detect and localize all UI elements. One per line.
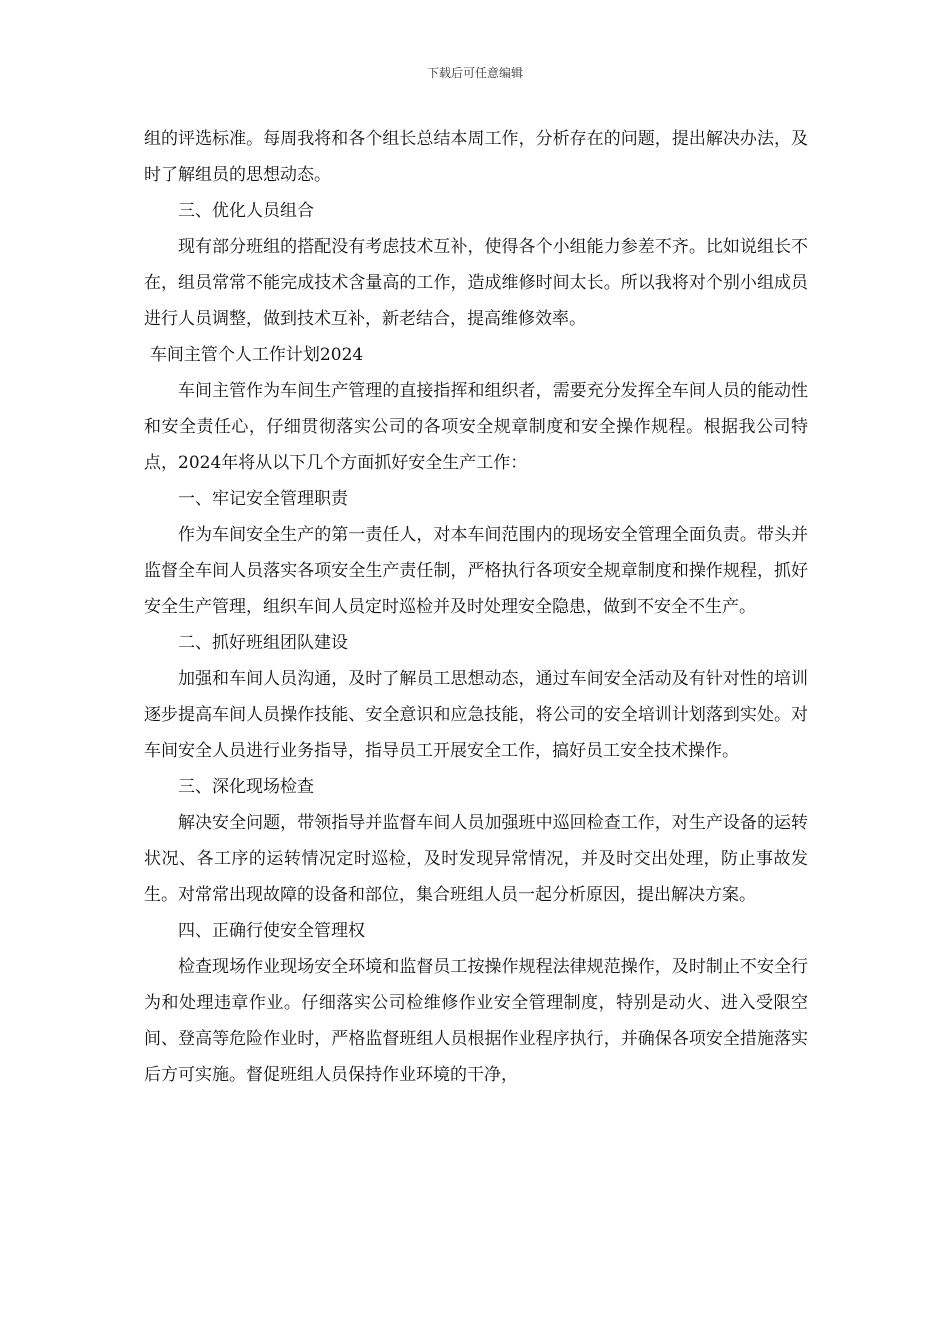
section-heading-optimize-staffing: 三、优化人员组合 [178, 201, 314, 221]
section-heading-team-building: 二、抓好班组团队建设 [178, 633, 348, 653]
document-body [144, 121, 808, 1093]
paragraph-management-authority: 检查现场作业现场安全环境和监督员工按操作规程法律规范操作，及时制止不安全行为和处理违章作业。仔细落实公司检维修作业安全管理制度，特别是动火、进入受限空间、登高等危险作业时，严格监督班组人员根据作业程序执行，并确保各项安全措施落实后方可实施。督促班组人员保持作业环境的干净， [144, 957, 808, 1085]
section-heading-management-authority: 四、正确行使安全管理权 [178, 921, 365, 941]
document-title-plan: 车间主管个人工作计划2024 [149, 345, 364, 365]
paragraph-team-building: 加强和车间人员沟通，及时了解员工思想动态，通过车间安全活动及有针对性的培训逐步提高车间人员操作技能、安全意识和应急技能，将公司的安全培训计划落到实处。对车间安全人员进行业务指导，指导员工开展安全工作，搞好员工安全技术操作。 [144, 669, 808, 761]
paragraph-site-inspection: 解决安全问题，带领指导并监督车间人员加强班中巡回检查工作，对生产设备的运转状况、各工序的运转情况定时巡检，及时发现异常情况，并及时交出处理，防止事故发生。对常常出现故障的设备和部位，集合班组人员一起分析原因，提出解决方案。 [144, 813, 808, 905]
paragraph-continuation: 组的评选标准。每周我将和各个组长总结本周工作，分析存在的问题，提出解决办法，及时了解组员的思想动态。 [144, 129, 808, 185]
section-heading-site-inspection: 三、深化现场检查 [178, 777, 314, 797]
paragraph-safety-duties: 作为车间安全生产的第一责任人，对本车间范围内的现场安全管理全面负责。带头并监督全车间人员落实各项安全生产责任制，严格执行各项安全规章制度和操作规程，抓好安全生产管理，组织车间人员定时巡检并及时处理安全隐患，做到不安全不生产。 [144, 525, 808, 617]
paragraph-staffing: 现有部分班组的搭配没有考虑技术互补，使得各个小组能力参差不齐。比如说组长不在，组员常常不能完成技术含量高的工作，造成维修时间太长。所以我将对个别小组成员进行人员调整，做到技术互补，新老结合，提高维修效率。 [144, 237, 808, 329]
paragraph-intro: 车间主管作为车间生产管理的直接指挥和组织者，需要充分发挥全车间人员的能动性和安全责任心，仔细贯彻落实公司的各项安全规章制度和安全操作规程。根据我公司特点，2024年将从以下几个方面抓好安全生产工作： [144, 381, 808, 473]
section-heading-safety-duties: 一、牢记安全管理职责 [178, 489, 348, 509]
page-header: 下载后可任意编辑 [426, 66, 523, 80]
